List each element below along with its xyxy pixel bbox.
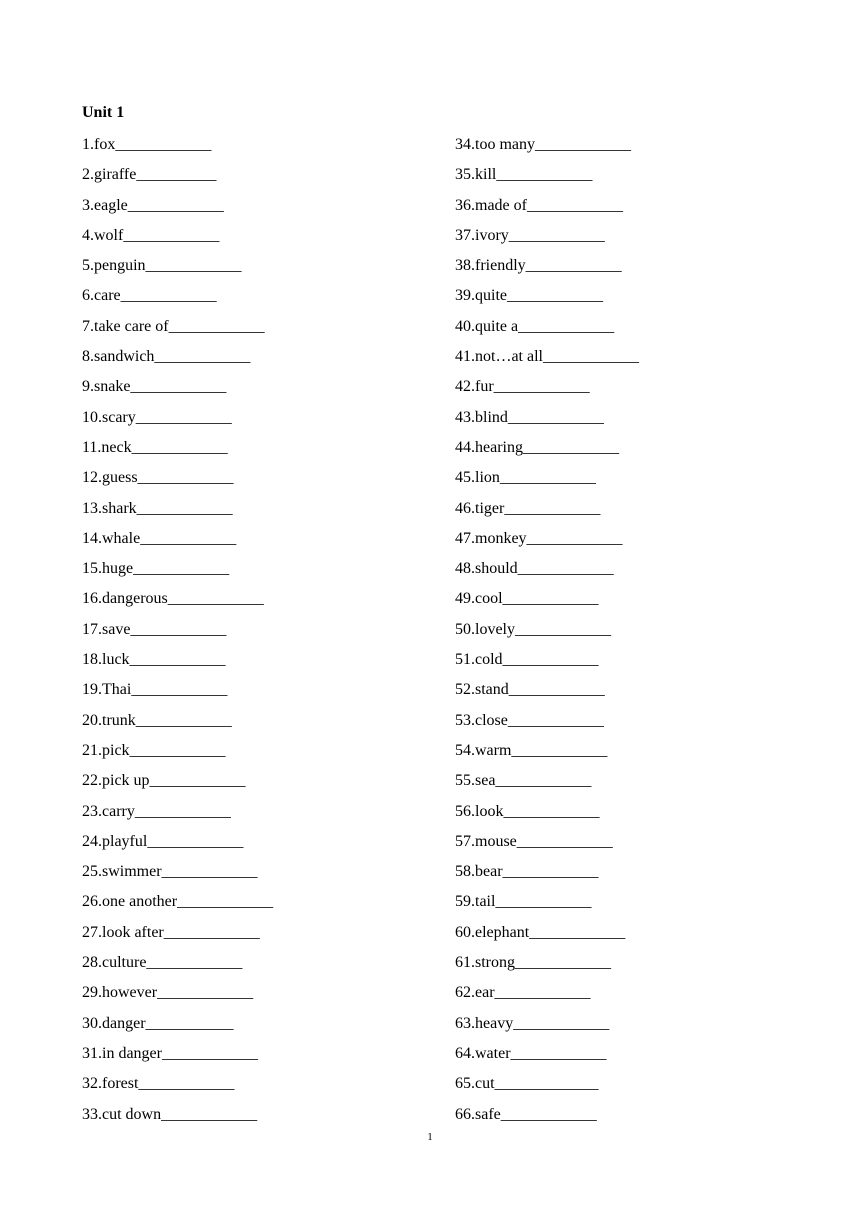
vocabulary-item: 42.fur____________ <box>455 378 590 396</box>
vocabulary-item: 63.heavy____________ <box>455 1014 610 1032</box>
vocabulary-item: 66.safe____________ <box>455 1105 597 1123</box>
vocabulary-item: 47.monkey____________ <box>455 529 623 547</box>
vocabulary-item: 50.lovely____________ <box>455 620 611 638</box>
vocabulary-item: 49.cool____________ <box>455 590 599 608</box>
vocabulary-item: 26.one another____________ <box>82 893 274 911</box>
vocabulary-item: 31.in danger____________ <box>82 1044 258 1062</box>
vocabulary-item: 41.not…at all____________ <box>455 348 639 366</box>
vocabulary-item: 44.hearing____________ <box>455 438 619 456</box>
vocabulary-item: 13.shark____________ <box>82 499 233 517</box>
vocabulary-item: 8.sandwich____________ <box>82 348 251 366</box>
vocabulary-item: 40.quite a____________ <box>455 317 615 335</box>
vocabulary-item: 61.strong____________ <box>455 954 611 972</box>
vocabulary-item: 11.neck____________ <box>82 438 228 456</box>
vocabulary-item: 29.however____________ <box>82 984 254 1002</box>
vocabulary-item: 48.should____________ <box>455 560 614 578</box>
page-number: 1 <box>427 1131 433 1143</box>
vocabulary-item: 52.stand____________ <box>455 681 605 699</box>
vocabulary-item: 15.huge____________ <box>82 560 230 578</box>
vocabulary-item: 57.mouse____________ <box>455 832 613 850</box>
vocabulary-item: 23.carry____________ <box>82 802 231 820</box>
unit-title: Unit 1 <box>82 104 125 121</box>
vocabulary-item: 32.forest____________ <box>82 1075 235 1093</box>
vocabulary-list-left <box>82 134 442 1134</box>
vocabulary-item: 21.pick____________ <box>82 741 226 759</box>
vocabulary-item: 55.sea____________ <box>455 772 592 790</box>
vocabulary-item: 5.penguin____________ <box>82 257 242 275</box>
vocabulary-item: 39.quite____________ <box>455 287 603 305</box>
vocabulary-item: 9.snake____________ <box>82 378 227 396</box>
vocabulary-item: 25.swimmer____________ <box>82 863 258 881</box>
vocabulary-item: 46.tiger____________ <box>455 499 601 517</box>
vocabulary-item: 18.luck____________ <box>82 651 226 669</box>
vocabulary-item: 65.cut_____________ <box>455 1075 599 1093</box>
vocabulary-item: 1.fox____________ <box>82 136 212 153</box>
vocabulary-item: 62.ear____________ <box>455 984 591 1002</box>
vocabulary-item: 20.trunk____________ <box>82 711 232 729</box>
vocabulary-list-right <box>455 134 815 1134</box>
vocabulary-item: 22.pick up____________ <box>82 772 246 790</box>
vocabulary-item: 14.whale____________ <box>82 529 237 547</box>
vocabulary-item: 12.guess____________ <box>82 469 234 487</box>
vocabulary-item: 53.close____________ <box>455 711 604 729</box>
vocabulary-item: 6.care____________ <box>82 287 217 305</box>
vocabulary-item: 4.wolf____________ <box>82 226 220 244</box>
vocabulary-item: 58.bear____________ <box>455 863 599 881</box>
vocabulary-item: 17.save____________ <box>82 620 227 638</box>
vocabulary-item: 36.made of____________ <box>455 196 623 214</box>
vocabulary-item: 33.cut down____________ <box>82 1105 258 1123</box>
vocabulary-item: 35.kill____________ <box>455 166 593 184</box>
vocabulary-item: 10.scary____________ <box>82 408 232 426</box>
vocabulary-item: 38.friendly____________ <box>455 257 622 275</box>
vocabulary-item: 16.dangerous____________ <box>82 590 264 608</box>
vocabulary-item: 54.warm____________ <box>455 741 608 759</box>
vocabulary-item: 24.playful____________ <box>82 832 244 850</box>
vocabulary-item: 37.ivory____________ <box>455 226 605 244</box>
vocabulary-item: 56.look____________ <box>455 802 600 820</box>
vocabulary-item: 7.take care of____________ <box>82 317 265 335</box>
vocabulary-item: 59.tail____________ <box>455 893 592 911</box>
vocabulary-item: 60.elephant____________ <box>455 923 626 941</box>
vocabulary-item: 30.danger___________ <box>82 1014 234 1032</box>
vocabulary-item: 2.giraffe__________ <box>82 166 217 184</box>
vocabulary-item: 51.cold____________ <box>455 651 599 669</box>
vocabulary-item: 43.blind____________ <box>455 408 604 426</box>
vocabulary-item: 28.culture____________ <box>82 954 243 972</box>
vocabulary-item: 64.water____________ <box>455 1044 607 1062</box>
vocabulary-item: 45.lion____________ <box>455 469 596 487</box>
vocabulary-item: 3.eagle____________ <box>82 196 224 214</box>
vocabulary-item: 27.look after____________ <box>82 923 260 941</box>
vocabulary-item: 19.Thai____________ <box>82 681 228 699</box>
vocabulary-item: 34.too many____________ <box>455 136 631 153</box>
